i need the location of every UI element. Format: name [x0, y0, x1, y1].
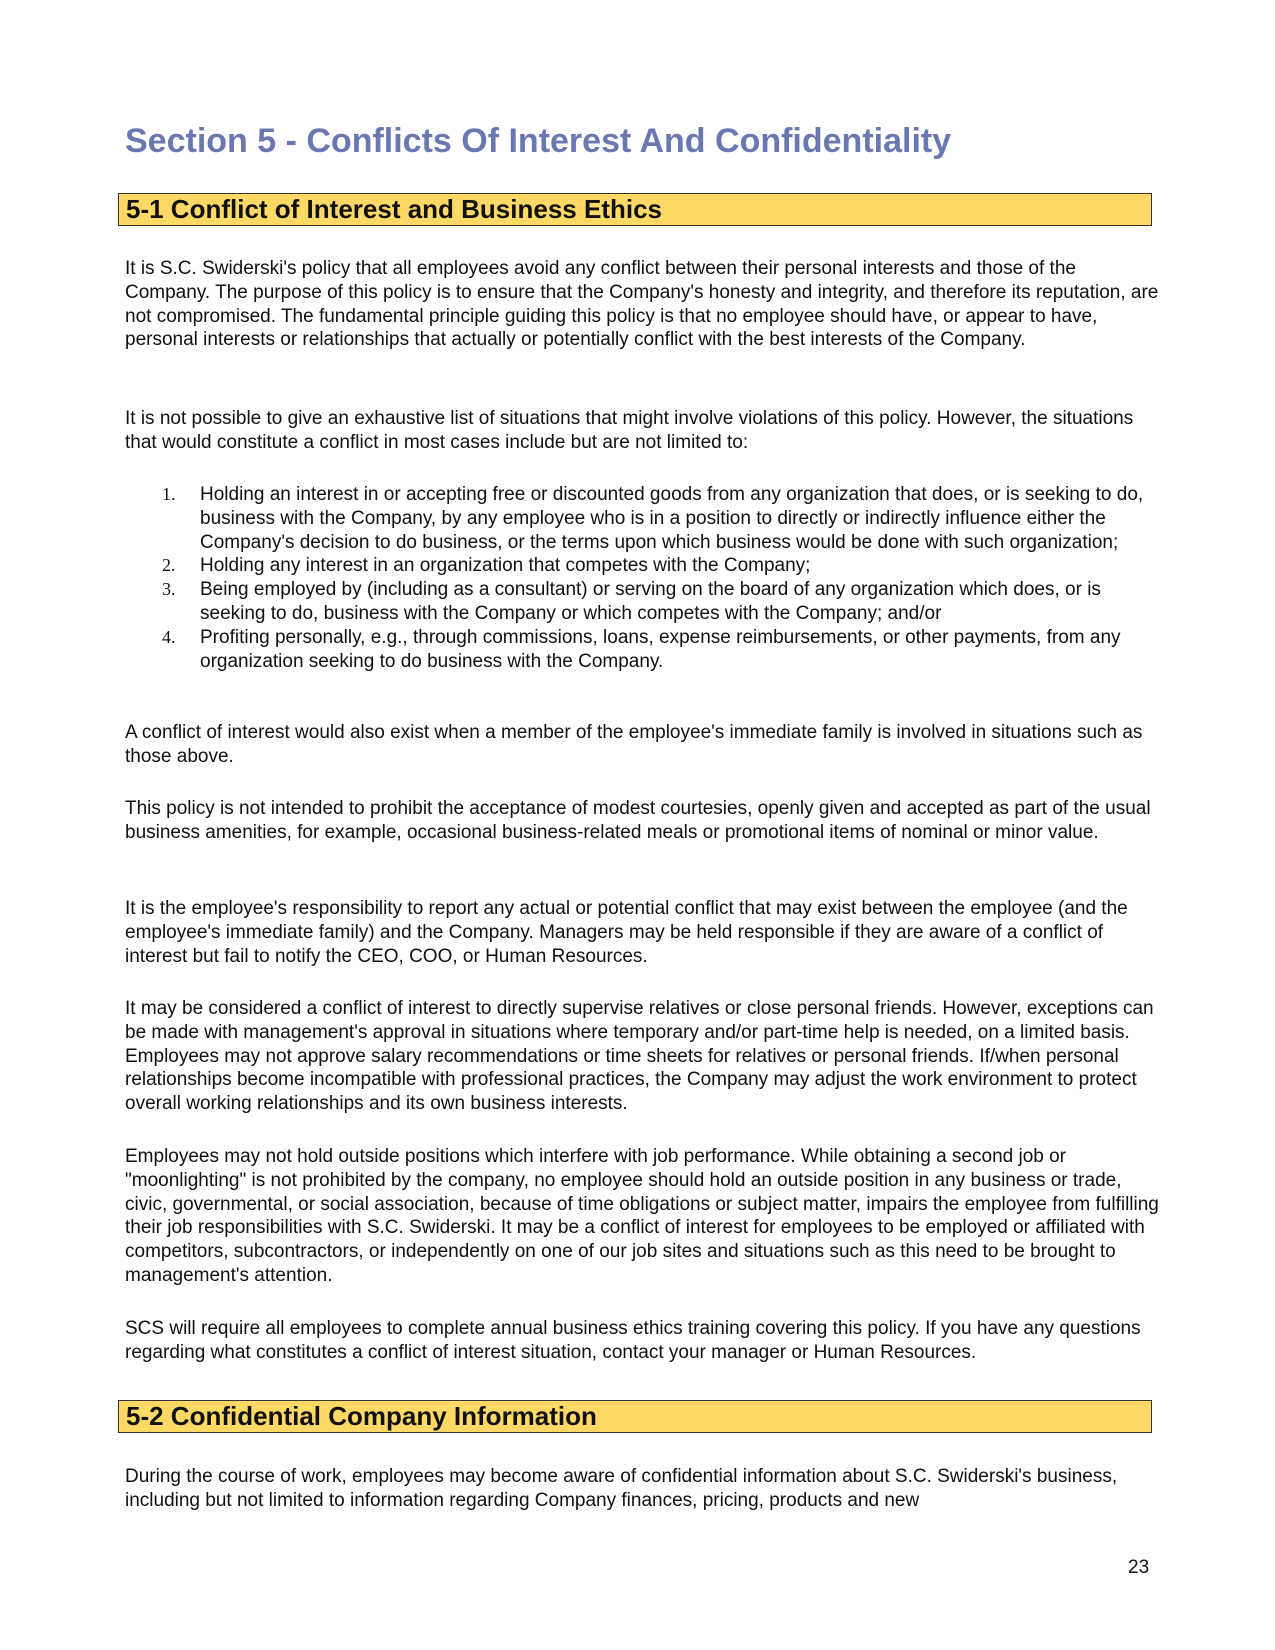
list-item-text: Being employed by (including as a consultant) or serving on the board of any organization which does, or is seeking to do, business with the Company or which competes with the Company; and/or — [200, 579, 1101, 624]
conflict-situations-list — [125, 483, 1160, 673]
paragraph-immediate-family: A conflict of interest would also exist when a member of the employee's immediate family is involved in situations such as those above. — [125, 722, 1143, 767]
list-item — [125, 578, 1160, 626]
section-heading-5-2: 5-2 Confidential Company Information — [118, 1400, 1152, 1433]
list-item-number: 1. — [162, 484, 176, 504]
paragraph-situations-intro: It is not possible to give an exhaustive list of situations that might involve violations of this policy. However, the situations that would constitute a conflict in most cases include but are not limited to: — [125, 408, 1134, 453]
paragraph-outside-positions: Employees may not hold outside positions which interfere with job performance. While obtaining a second job or "moonlighting" is not prohibited by the company, no employee should hold an outside position in any business or trade, civic, governmental, or social association, because of time obligations or subject matter, impairs the employee from fulfilling their job responsibilities with S.C. Swiderski. It may be a conflict of interest for employees to be employed or affiliated with competitors, subcontractors, or independently on one of our job sites and situations such as this need to be brought to management's attention. — [125, 1146, 1159, 1286]
list-item-number: 3. — [162, 579, 176, 600]
list-item — [125, 554, 1160, 578]
list-item-text: Holding an interest in or accepting free or discounted goods from any organization that does, or is seeking to do, business with the Company, by any employee who is in a position to directly or indirectly influence either the Company's decision to do business, or the terms upon which business would be done with such organization; — [200, 484, 1144, 553]
paragraph-policy-intro: It is S.C. Swiderski's policy that all employees avoid any conflict between their personal interests and those of the Company. The purpose of this policy is to ensure that the Company's honesty and integrity, and therefore its reputation, are not compromised. The fundamental principle guiding this policy is that no employee should have, or appear to have, personal interests or relationships that actually or potentially conflict with the best interests of the Company. — [125, 258, 1159, 351]
paragraph-reporting-responsibility: It is the employee's responsibility to report any actual or potential conflict that may exist between the employee (and the employee's immediate family) and the Company. Managers may be held responsible if they are aware of a conflict of interest but fail to notify the CEO, COO, or Human Resources. — [125, 898, 1128, 967]
page-number: 23 — [1128, 1557, 1150, 1578]
page-title: Section 5 - Conflicts Of Interest And Confidentiality — [125, 122, 952, 160]
list-item — [125, 483, 1160, 554]
list-item-number: 4. — [162, 626, 176, 647]
paragraph-ethics-training: SCS will require all employees to complete annual business ethics training covering this policy. If you have any questions regarding what constitutes a conflict of interest situation, contact your manager or Human Resources. — [125, 1318, 1141, 1363]
list-item — [125, 626, 1160, 674]
paragraph-supervising-relatives: It may be considered a conflict of interest to directly supervise relatives or close personal friends. However, exceptions can be made with management's approval in situations where temporary and/or part-time help is needed, on a limited basis. Employees may not approve salary recommendations or time sheets for relatives or personal friends. If/when personal relationships become incompatible with professional practices, the Company may adjust the work environment to protect overall working relationships and its own business interests. — [125, 998, 1154, 1115]
list-item-text: Profiting personally, e.g., through commissions, loans, expense reimbursements, or other payments, from any organization seeking to do business with the Company. — [200, 626, 1121, 672]
list-item-text: Holding any interest in an organization that competes with the Company; — [200, 555, 811, 577]
section-heading-5-1: 5-1 Conflict of Interest and Business Ethics — [118, 193, 1152, 226]
paragraph-confidential-info: During the course of work, employees may become aware of confidential information about S.C. Swiderski's business, including but not limited to information regarding Company finances, pricing, products and new — [125, 1466, 1118, 1511]
list-item-number: 2. — [162, 555, 176, 576]
paragraph-modest-courtesies: This policy is not intended to prohibit the acceptance of modest courtesies, openly given and accepted as part of the usual business amenities, for example, occasional business-related meals or promotional items of nominal or minor value. — [125, 798, 1151, 843]
